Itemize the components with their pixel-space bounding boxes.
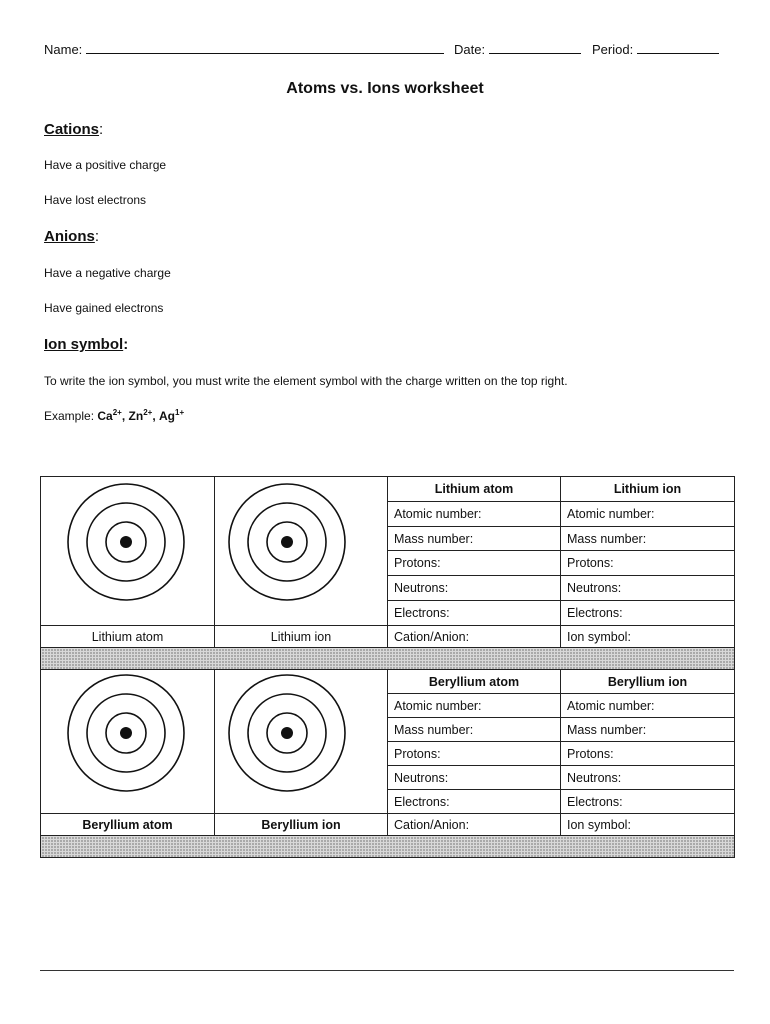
date-blank[interactable] <box>489 42 581 54</box>
bohr-model-icon <box>215 477 387 622</box>
lithium-atom-atomic-number[interactable]: Atomic number: <box>388 501 561 526</box>
name-blank[interactable] <box>86 42 444 54</box>
lithium-atom-mass-number[interactable]: Mass number: <box>388 526 561 551</box>
period-blank[interactable] <box>637 42 719 54</box>
anions-line-1: Have a negative charge <box>44 266 171 280</box>
beryllium-ion-mass-number[interactable]: Mass number: <box>561 718 735 742</box>
beryllium-ion-caption: Beryllium ion <box>215 814 388 836</box>
beryllium-atom-neutrons[interactable]: Neutrons: <box>388 766 561 790</box>
bohr-model-icon <box>215 670 387 810</box>
lithium-atom-caption: Lithium atom <box>41 626 215 648</box>
date-field[interactable] <box>454 42 581 57</box>
bohr-model-icon <box>41 477 213 622</box>
beryllium-ion-diagram[interactable] <box>215 670 388 814</box>
beryllium-atom-electrons[interactable]: Electrons: <box>388 790 561 814</box>
lithium-atom-protons[interactable]: Protons: <box>388 551 561 576</box>
period-field[interactable] <box>592 42 719 57</box>
period-label: Period: <box>592 42 634 57</box>
lithium-cation-anion[interactable]: Cation/Anion: <box>388 626 561 648</box>
example-zn: $Zn^{2+}$, <box>128 408 156 423</box>
beryllium-ion-atomic-number[interactable]: Atomic number: <box>561 694 735 718</box>
lithium-ion-electrons[interactable]: Electrons: <box>561 601 735 626</box>
beryllium-ion-header: Beryllium ion <box>561 670 735 694</box>
shaded-divider <box>41 836 735 858</box>
example-ca: $Ca^{2+}$, <box>97 408 126 423</box>
beryllium-atom-mass-number[interactable]: Mass number: <box>388 718 561 742</box>
beryllium-ion-electrons[interactable]: Electrons: <box>561 790 735 814</box>
beryllium-ion-symbol[interactable]: Ion symbol: <box>561 814 735 836</box>
beryllium-ion-protons[interactable]: Protons: <box>561 742 735 766</box>
lithium-ion-header: Lithium ion <box>561 477 735 502</box>
lithium-ion-diagram[interactable] <box>215 477 388 626</box>
lithium-atom-neutrons[interactable]: Neutrons: <box>388 576 561 601</box>
anions-line-2: Have gained electrons <box>44 301 164 315</box>
lithium-ion-protons[interactable]: Protons: <box>561 551 735 576</box>
example-ag: $Ag^{1+}$ <box>159 408 185 423</box>
cations-line-1: Have a positive charge <box>44 158 167 172</box>
lithium-ion-symbol[interactable]: Ion symbol: <box>561 626 735 648</box>
beryllium-atom-caption: Beryllium atom <box>41 814 215 836</box>
lithium-ion-neutrons[interactable]: Neutrons: <box>561 576 735 601</box>
anions-heading: Anions: <box>44 228 100 245</box>
worksheet-table <box>40 476 735 858</box>
name-field[interactable] <box>44 42 444 57</box>
beryllium-atom-atomic-number[interactable]: Atomic number: <box>388 694 561 718</box>
cations-heading: Cations: <box>44 121 104 138</box>
lithium-atom-electrons[interactable]: Electrons: <box>388 601 561 626</box>
lithium-ion-atomic-number[interactable]: Atomic number: <box>561 501 735 526</box>
ion-symbol-description: To write the ion symbol, you must write the element symbol with the charge written on the top right. <box>44 374 568 388</box>
beryllium-atom-protons[interactable]: Protons: <box>388 742 561 766</box>
ion-symbol-example <box>44 408 184 423</box>
lithium-atom-diagram[interactable] <box>41 477 215 626</box>
beryllium-ion-neutrons[interactable]: Neutrons: <box>561 766 735 790</box>
beryllium-atom-header: Beryllium atom <box>388 670 561 694</box>
beryllium-atom-diagram[interactable] <box>41 670 215 814</box>
lithium-ion-mass-number[interactable]: Mass number: <box>561 526 735 551</box>
cations-line-2: Have lost electrons <box>44 193 147 207</box>
lithium-ion-caption: Lithium ion <box>215 626 388 648</box>
footer-rule <box>40 970 734 971</box>
beryllium-cation-anion[interactable]: Cation/Anion: <box>388 814 561 836</box>
page-title: Atoms vs. Ions worksheet <box>286 80 484 97</box>
bohr-model-icon <box>41 670 213 810</box>
shaded-divider <box>41 648 735 670</box>
date-label: Date: <box>454 42 486 57</box>
name-label: Name: <box>44 42 83 57</box>
example-label: Example: <box>44 409 95 423</box>
ion-symbol-heading: Ion symbol: <box>44 336 129 353</box>
lithium-atom-header: Lithium atom <box>388 477 561 502</box>
